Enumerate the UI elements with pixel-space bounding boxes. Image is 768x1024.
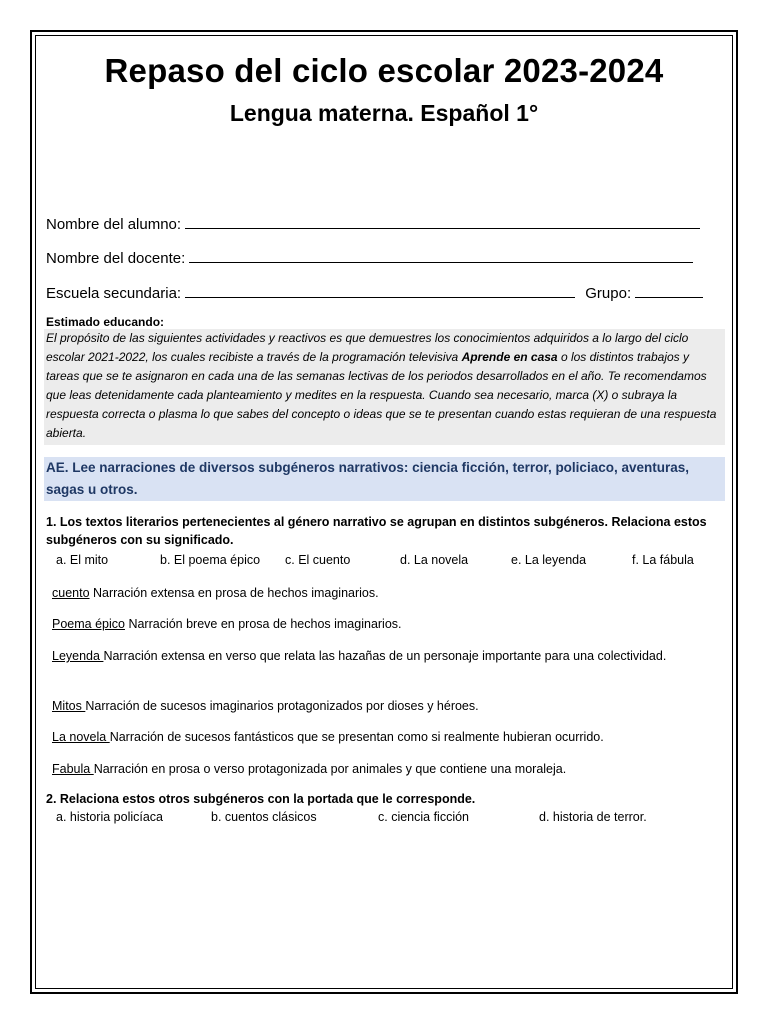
match-answer[interactable]: cuento [52, 586, 90, 600]
match-definition: Narración de sucesos imaginarios protagonizados por dioses y héroes. [85, 699, 479, 713]
q2-option-d: d. historia de terror. [539, 810, 647, 824]
page-border-inner [35, 35, 733, 989]
school-label: Escuela secundaria: [46, 285, 182, 302]
q1-option-d: d. La novela [400, 553, 469, 567]
intro-text-1: El propósito de las siguientes actividades y reactivos es que demuestres los conocimientos adquiridos a lo largo del ciclo escolar 2021-2022, los cuales recibiste a través de la programación televisiva [46, 331, 689, 364]
page-border [30, 30, 738, 994]
match-definition: Narración breve en prosa de hechos imaginarios. [124, 617, 402, 631]
intro-text-2: o los distintos trabajos y tareas que se te asignaron en cada una de las semanas lectivas de los periodos desarrollados en el año. Te recomendamos que leas detenidamente cada planteamiento y medites en la respuesta. Cuando sea necesario, marca (X) o subraya la respuesta correcta o plasma lo que sabes del concepto o ideas que se te presentan cuando estas requieran de una respuesta abierta. [46, 350, 717, 440]
match-definition: Narración extensa en verso que relata las hazañas de un personaje importante para una colectividad. [103, 649, 667, 663]
q1-option-c: c. El cuento [285, 553, 351, 567]
group-label: Grupo: [585, 285, 632, 302]
q2-option-c: c. ciencia ficción [378, 810, 470, 824]
group-line[interactable] [635, 283, 703, 298]
match-item [32, 584, 722, 602]
match-definition: Narración extensa en prosa de hechos imaginarios. [89, 586, 379, 600]
match-answer[interactable]: Fabula [52, 762, 94, 776]
match-answer[interactable]: Leyenda [52, 649, 104, 663]
q2-option-b: b. cuentos clásicos [211, 810, 317, 824]
match-definition: Narración de sucesos fantásticos que se presentan como si realmente hubieran ocurrido. [109, 730, 604, 744]
intro-text-bold: Aprende en casa [461, 350, 558, 364]
teacher-name-label: Nombre del docente: [46, 250, 186, 267]
intro-section [44, 315, 725, 445]
match-item [32, 615, 722, 633]
student-name-label: Nombre del alumno: [46, 216, 182, 233]
intro-heading: Estimado educando: [46, 315, 165, 329]
q1-option-e: e. La leyenda [511, 553, 587, 567]
match-answer[interactable]: Mitos [52, 699, 86, 713]
student-name-field[interactable] [46, 214, 700, 233]
match-definition: Narración en prosa o verso protagonizada por animales y que contiene una moraleja. [93, 762, 567, 776]
learning-expectation-banner: AE. Lee narraciones de diversos subgéneros narrativos: ciencia ficción, terror, policiaco, aventuras, sagas u otros. [44, 457, 725, 501]
teacher-name-line[interactable] [189, 248, 693, 263]
match-item [32, 647, 722, 665]
q1-option-a: a. El mito [56, 553, 109, 567]
school-field[interactable] [46, 283, 703, 302]
student-name-line[interactable] [185, 214, 700, 229]
question-2-prompt: 2. Relaciona estos otros subgéneros con la portada que le corresponde. [46, 792, 476, 806]
school-line[interactable] [185, 283, 575, 298]
match-item [32, 760, 722, 778]
page-title: Repaso del ciclo escolar 2023-2024 [104, 52, 664, 89]
match-item [32, 697, 722, 715]
match-answer[interactable]: La novela [52, 730, 110, 744]
match-item [32, 728, 722, 746]
q1-option-f: f. La fábula [632, 553, 694, 567]
intro-text [44, 329, 725, 445]
q1-option-b: b. El poema épico [160, 553, 261, 567]
match-answer[interactable]: Poema épico [52, 617, 125, 631]
page-subtitle: Lengua materna. Español 1° [229, 100, 539, 126]
q2-option-a: a. historia policíaca [56, 810, 164, 824]
question-1-prompt: 1. Los textos literarios pertenecientes al género narrativo se agrupan en distintos subgéneros. Relaciona estos subgéneros con su significado. [46, 515, 707, 547]
teacher-name-field[interactable] [46, 248, 693, 267]
